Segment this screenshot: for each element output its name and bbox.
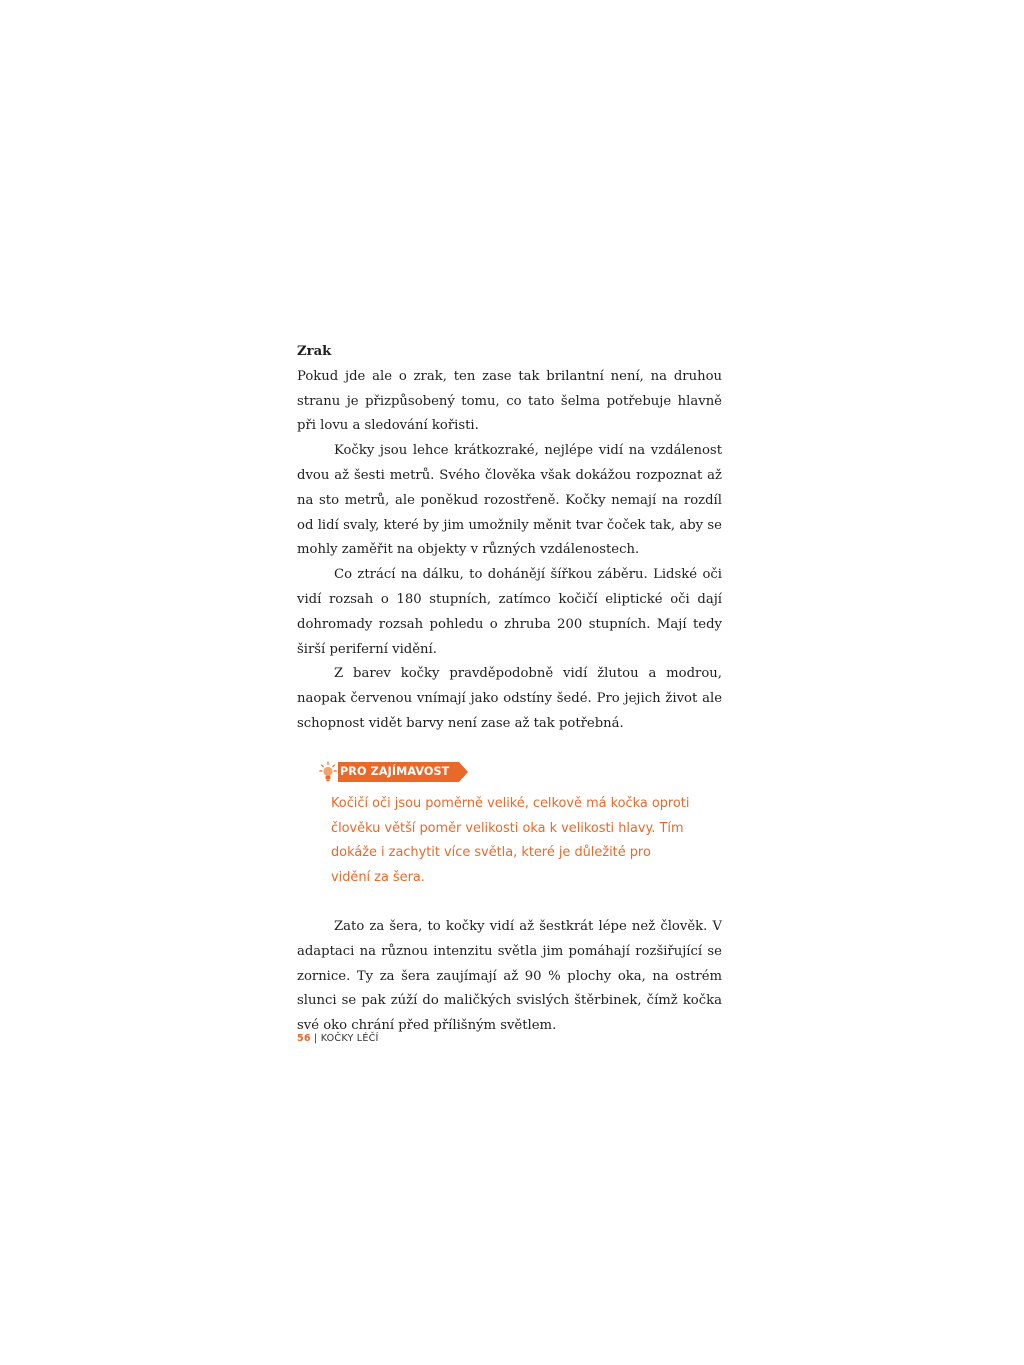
fun-fact-callout bbox=[319, 761, 722, 891]
section-heading: Zrak bbox=[297, 344, 332, 359]
paragraph-3: Co ztrácí na dálku, to dohánějí šířkou záběru. Lidské oči vidí rozsah o 180 stupních, zatímco kočičí eliptické oči dají dohromady rozsah pohledu o zhruba 200 stupních. Mají tedy širší periferní vidění. bbox=[297, 567, 722, 657]
book-title: KOČKY LÉČÍ bbox=[320, 1033, 379, 1044]
page-content bbox=[297, 340, 722, 1039]
paragraph-4: Z barev kočky pravděpodobně vidí žlutou a modrou, naopak červenou vnímají jako odstíny šedé. Pro jejich život ale schopnost vidět barvy není zase až tak potřebná. bbox=[297, 666, 722, 731]
paragraph-5: Zato za šera, to kočky vidí až šestkrát lépe než člověk. V adaptaci na různou intenzitu světla jim pomáhají rozšiřující se zornice. Ty za šera zaujímají až 90 % plochy oka, na ostrém slunci se pak zúží do maličkých svislých štěrbinek, čímž kočka své oko chrání před přílišným světlem. bbox=[297, 918, 722, 1034]
footer-separator: | bbox=[310, 1033, 321, 1044]
paragraph-1: Pokud jde ale o zrak, ten zase tak brilantní není, na druhou stranu je přizpůsobený tomu, co tato šelma potřebuje hlavně při lovu a sledování kořisti. bbox=[297, 368, 722, 434]
callout-text: Kočičí oči jsou poměrně veliké, celkově má kočka oproti člověku větší poměr velikosti oka k velikosti hlavy. Tím dokáže i zachytit více světla, které je důležité pro vidění za šera. bbox=[331, 795, 690, 886]
page-footer bbox=[297, 1033, 379, 1044]
paragraph-2: Kočky jsou lehce krátkozraké, nejlépe vidí na vzdálenost dvou až šesti metrů. Svého člověka však dokážou rozpoznat až na sto metrů, ale poněkud rozostřeně. Kočky nemají na rozdíl od lidí svaly, které by jim umožnily měnit tvar čoček tak, aby se mohly zaměřit na objekty v různých vzdálenostech. bbox=[297, 443, 722, 558]
page-number: 56 bbox=[297, 1033, 311, 1044]
callout-header bbox=[319, 761, 722, 783]
lightbulb-icon bbox=[319, 761, 337, 783]
callout-badge: PRO ZAJÍMAVOST bbox=[338, 762, 459, 782]
